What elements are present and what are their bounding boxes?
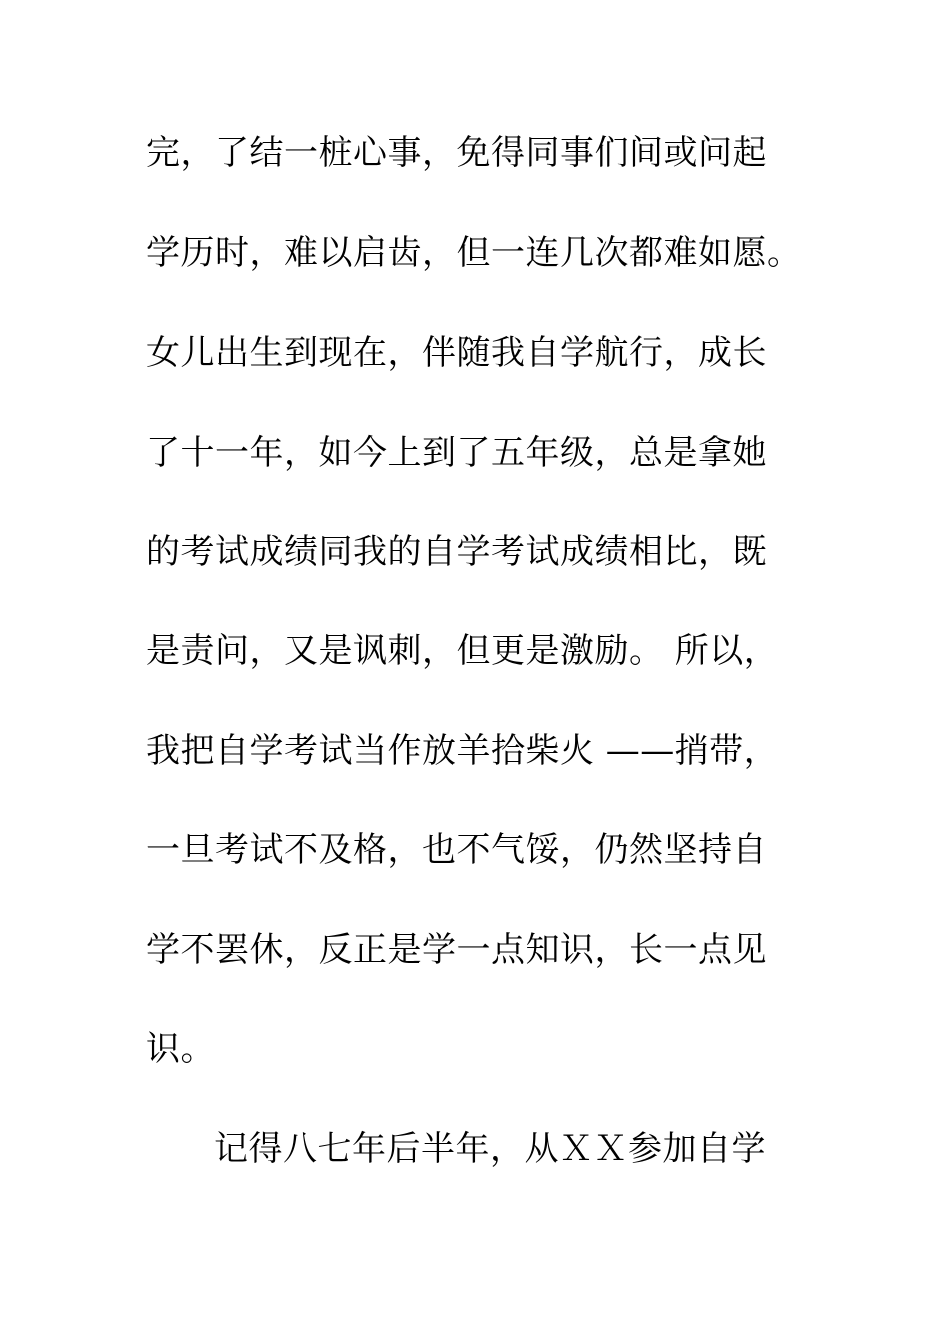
text-line: 完，了结一桩心事，免得同事们间或问起	[146, 133, 767, 173]
text-line: 的考试成绩同我的自学考试成绩相比，既	[146, 532, 767, 572]
text-line: 我把自学考试当作放羊拾柴火 ——捎带，	[146, 731, 779, 771]
text-line: 女儿出生到现在，伴随我自学航行，成长	[146, 333, 767, 373]
text-line: 识。	[146, 1029, 215, 1069]
text-line: 学历时，难以启齿，但一连几次都难如愿。	[146, 233, 802, 273]
text-line: 了十一年，如今上到了五年级，总是拿她	[146, 433, 767, 473]
text-line: 一旦考试不及格，也不气馁，仍然坚持自	[146, 830, 767, 870]
paragraph-first-line: 记得八七年后半年，从ＸＸ参加自学	[214, 1129, 766, 1169]
text-line: 是责问，又是讽刺，但更是激励。 所以，	[146, 631, 779, 671]
text-line: 学不罢休，反正是学一点知识，长一点见	[146, 930, 767, 970]
